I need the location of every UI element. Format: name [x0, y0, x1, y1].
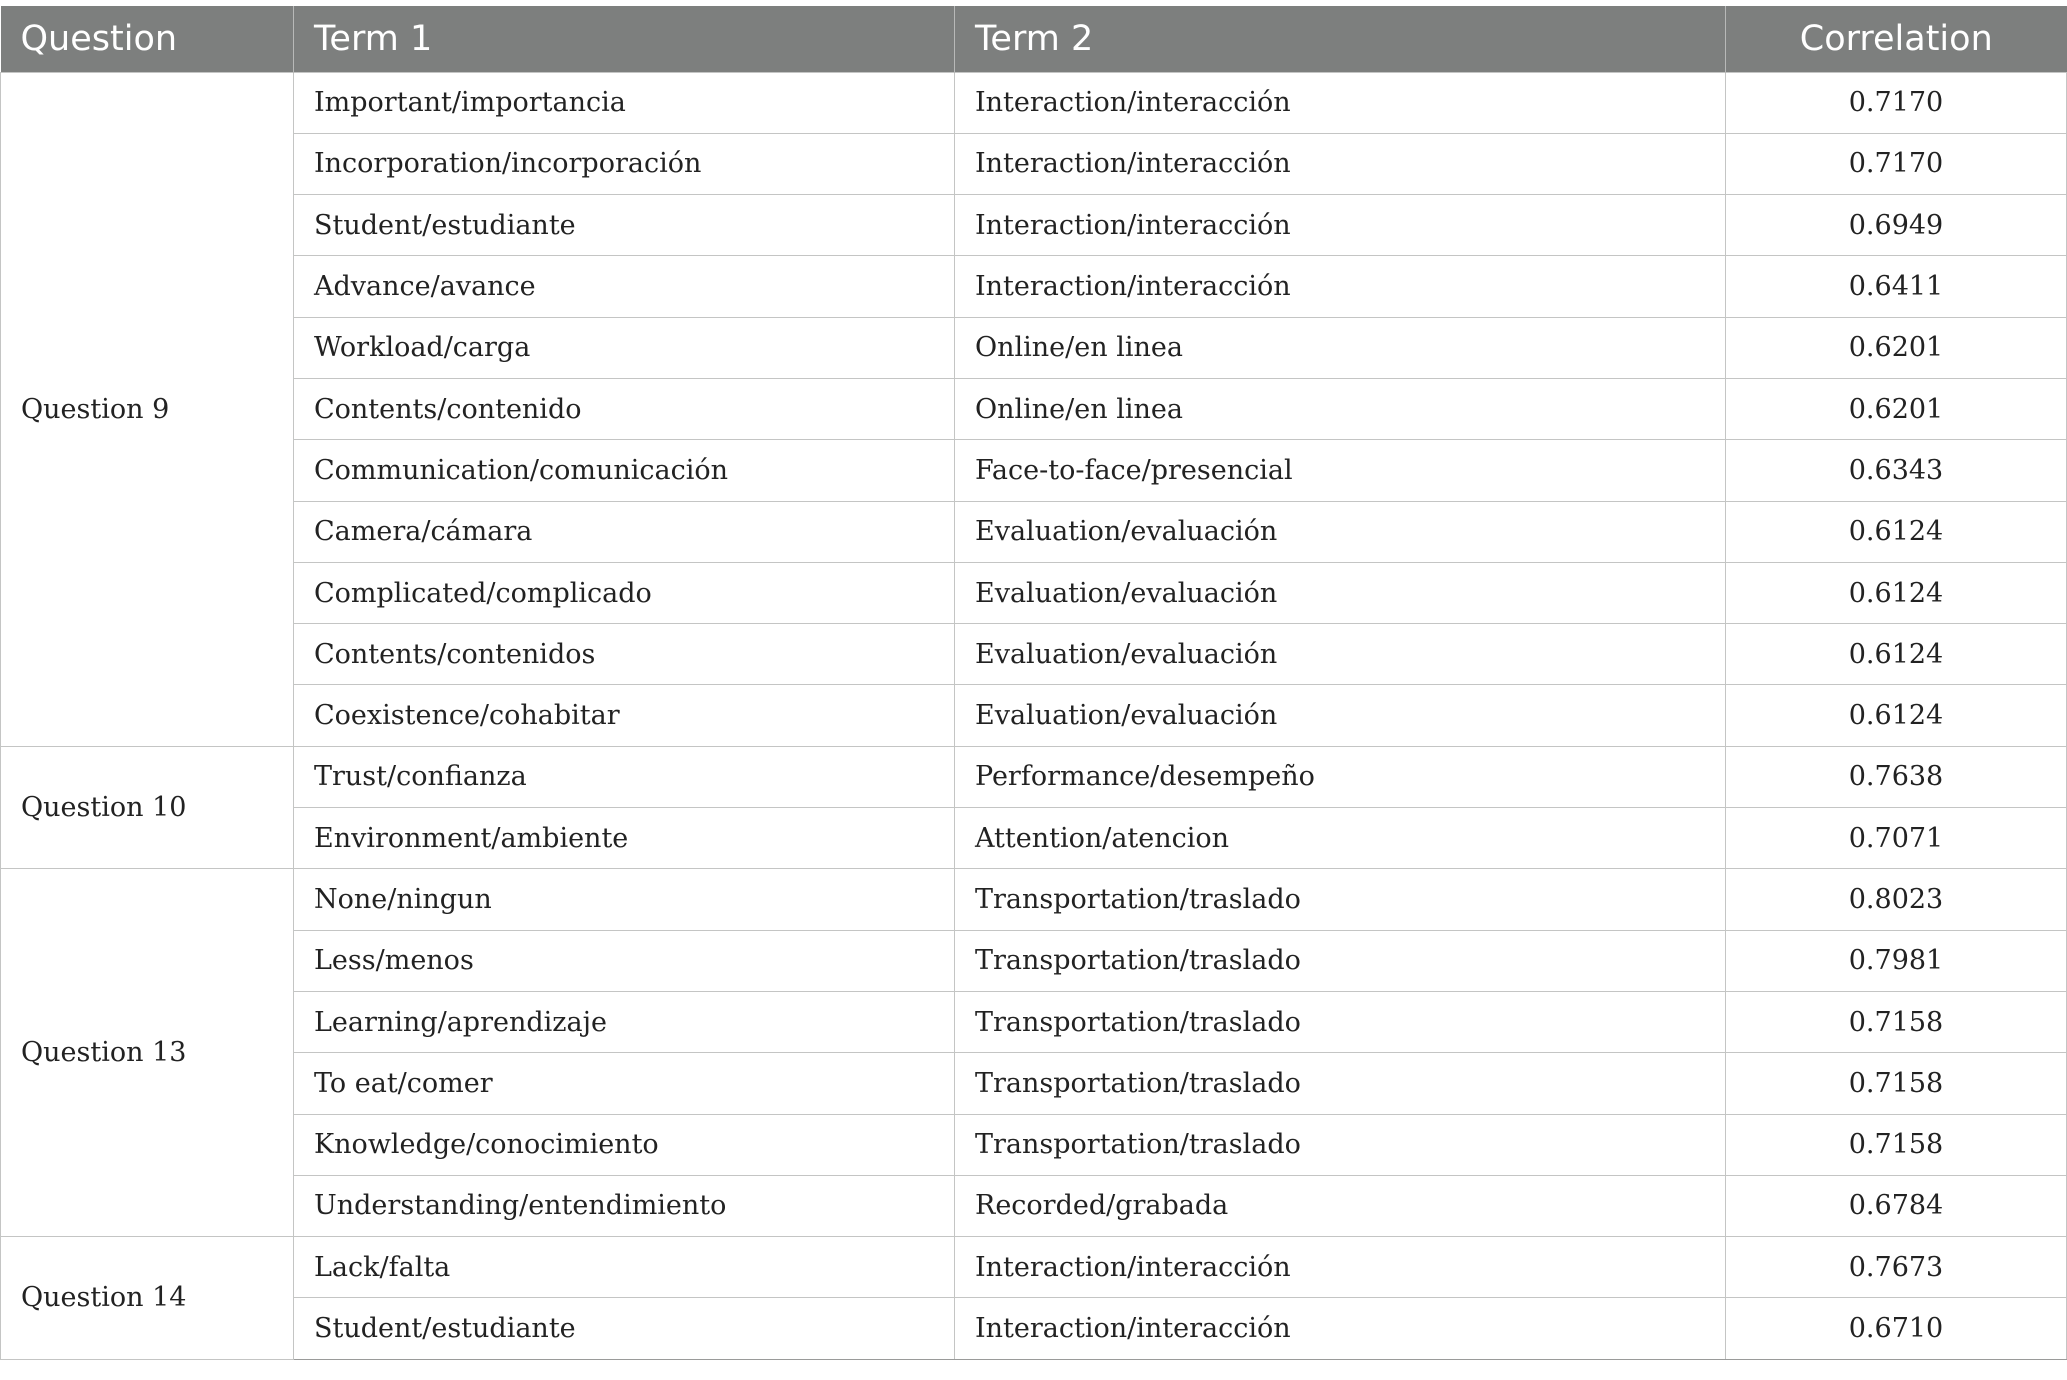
- term2-cell: Transportation/traslado: [955, 1053, 1726, 1114]
- table-row: [1, 1053, 2067, 1114]
- term1-cell: None/ningun: [294, 869, 955, 930]
- correlation-cell: 0.7071: [1726, 808, 2067, 869]
- term2-cell: Interaction/interacción: [955, 133, 1726, 194]
- table-body: [1, 72, 2067, 1359]
- term2-cell: Transportation/traslado: [955, 1114, 1726, 1175]
- table-row: [1, 72, 2067, 133]
- table-row: [1, 1175, 2067, 1236]
- correlation-cell: 0.6784: [1726, 1175, 2067, 1236]
- term2-cell: Online/en linea: [955, 378, 1726, 439]
- correlation-cell: 0.6201: [1726, 317, 2067, 378]
- term2-cell: Transportation/traslado: [955, 869, 1726, 930]
- correlation-table: [0, 6, 2067, 1360]
- correlation-cell: 0.6710: [1726, 1298, 2067, 1359]
- table-row: [1, 133, 2067, 194]
- table-row: [1, 256, 2067, 317]
- correlation-cell: 0.6124: [1726, 624, 2067, 685]
- table-row: [1, 746, 2067, 807]
- table-row: [1, 501, 2067, 562]
- table-row: [1, 1298, 2067, 1359]
- correlation-cell: 0.7170: [1726, 72, 2067, 133]
- correlation-cell: 0.7981: [1726, 930, 2067, 991]
- correlation-cell: 0.7170: [1726, 133, 2067, 194]
- table-row: [1, 930, 2067, 991]
- term1-cell: Important/importancia: [294, 72, 955, 133]
- term1-cell: Knowledge/conocimiento: [294, 1114, 955, 1175]
- term1-cell: Contents/contenidos: [294, 624, 955, 685]
- term1-cell: Lack/falta: [294, 1237, 955, 1298]
- term1-cell: Environment/ambiente: [294, 808, 955, 869]
- table-row: [1, 624, 2067, 685]
- table-row: [1, 440, 2067, 501]
- correlation-cell: 0.6124: [1726, 501, 2067, 562]
- term1-cell: Workload/carga: [294, 317, 955, 378]
- term2-cell: Recorded/grabada: [955, 1175, 1726, 1236]
- table-row: [1, 991, 2067, 1052]
- table-row: [1, 317, 2067, 378]
- header-question: Question: [1, 6, 294, 72]
- correlation-cell: 0.6949: [1726, 195, 2067, 256]
- table-row: [1, 562, 2067, 623]
- term1-cell: Incorporation/incorporación: [294, 133, 955, 194]
- term2-cell: Evaluation/evaluación: [955, 685, 1726, 746]
- term1-cell: Understanding/entendimiento: [294, 1175, 955, 1236]
- question-cell: Question 14: [1, 1237, 294, 1360]
- correlation-cell: 0.6124: [1726, 562, 2067, 623]
- term2-cell: Evaluation/evaluación: [955, 501, 1726, 562]
- table-row: [1, 378, 2067, 439]
- term1-cell: Student/estudiante: [294, 195, 955, 256]
- correlation-cell: 0.6343: [1726, 440, 2067, 501]
- table-row: [1, 869, 2067, 930]
- term2-cell: Online/en linea: [955, 317, 1726, 378]
- question-cell: Question 13: [1, 869, 294, 1237]
- header-term2: Term 2: [955, 6, 1726, 72]
- correlation-cell: 0.8023: [1726, 869, 2067, 930]
- term1-cell: Advance/avance: [294, 256, 955, 317]
- table-row: [1, 808, 2067, 869]
- term2-cell: Interaction/interacción: [955, 195, 1726, 256]
- correlation-cell: 0.6201: [1726, 378, 2067, 439]
- question-cell: Question 9: [1, 72, 294, 746]
- term1-cell: Trust/confianza: [294, 746, 955, 807]
- term1-cell: Complicated/complicado: [294, 562, 955, 623]
- term1-cell: Contents/contenido: [294, 378, 955, 439]
- correlation-cell: 0.7158: [1726, 991, 2067, 1052]
- term2-cell: Interaction/interacción: [955, 256, 1726, 317]
- correlation-cell: 0.7158: [1726, 1053, 2067, 1114]
- table-row: [1, 195, 2067, 256]
- term2-cell: Attention/atencion: [955, 808, 1726, 869]
- question-cell: Question 10: [1, 746, 294, 869]
- term2-cell: Interaction/interacción: [955, 1237, 1726, 1298]
- term1-cell: Communication/comunicación: [294, 440, 955, 501]
- term2-cell: Transportation/traslado: [955, 991, 1726, 1052]
- table-row: [1, 1237, 2067, 1298]
- term2-cell: Interaction/interacción: [955, 72, 1726, 133]
- term1-cell: Camera/cámara: [294, 501, 955, 562]
- term2-cell: Evaluation/evaluación: [955, 562, 1726, 623]
- header-row: [1, 6, 2067, 72]
- term1-cell: Coexistence/cohabitar: [294, 685, 955, 746]
- correlation-cell: 0.7158: [1726, 1114, 2067, 1175]
- term2-cell: Face-to-face/presencial: [955, 440, 1726, 501]
- term2-cell: Interaction/interacción: [955, 1298, 1726, 1359]
- term1-cell: Learning/aprendizaje: [294, 991, 955, 1052]
- term2-cell: Performance/desempeño: [955, 746, 1726, 807]
- header-correlation: Correlation: [1726, 6, 2067, 72]
- term1-cell: Less/menos: [294, 930, 955, 991]
- term2-cell: Transportation/traslado: [955, 930, 1726, 991]
- term1-cell: Student/estudiante: [294, 1298, 955, 1359]
- term1-cell: To eat/comer: [294, 1053, 955, 1114]
- correlation-cell: 0.6411: [1726, 256, 2067, 317]
- correlation-cell: 0.6124: [1726, 685, 2067, 746]
- table-row: [1, 1114, 2067, 1175]
- term2-cell: Evaluation/evaluación: [955, 624, 1726, 685]
- table-row: [1, 685, 2067, 746]
- table-header: [1, 6, 2067, 72]
- correlation-cell: 0.7638: [1726, 746, 2067, 807]
- header-term1: Term 1: [294, 6, 955, 72]
- correlation-cell: 0.7673: [1726, 1237, 2067, 1298]
